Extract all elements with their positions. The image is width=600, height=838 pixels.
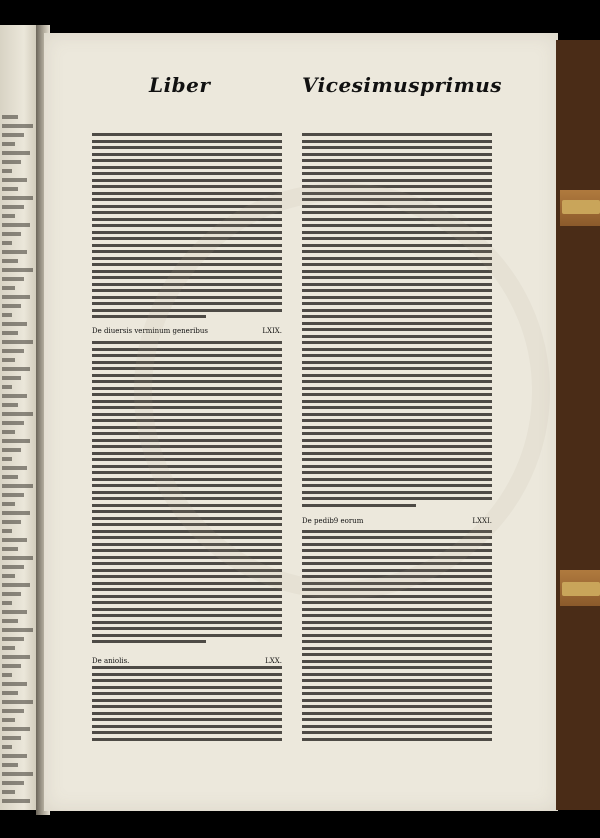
text-line <box>302 465 492 468</box>
left-page-text-fragment <box>2 286 15 290</box>
text-line <box>302 692 492 695</box>
text-line <box>302 517 492 520</box>
text-line <box>92 432 282 435</box>
text-line <box>302 257 492 260</box>
text-line <box>92 679 282 682</box>
text-line <box>302 406 492 409</box>
text-line <box>302 322 492 325</box>
text-line <box>302 166 492 169</box>
text-column-left <box>92 133 282 744</box>
left-page-text-fragment <box>2 385 12 389</box>
text-line <box>92 250 282 253</box>
text-line <box>92 400 282 403</box>
text-line <box>302 595 492 598</box>
text-line <box>92 393 282 396</box>
left-page-text-fragment <box>2 223 30 227</box>
text-line <box>92 543 282 546</box>
left-page-text-fragment <box>2 187 18 191</box>
left-page-text-fragment <box>2 511 30 515</box>
text-line <box>302 504 416 507</box>
left-page-text-fragment <box>2 484 33 488</box>
text-line <box>92 666 282 669</box>
text-line <box>92 146 282 149</box>
text-line <box>302 387 492 390</box>
left-page-text-fragment <box>2 736 21 740</box>
left-page-text-fragment <box>2 448 21 452</box>
text-line <box>92 530 282 533</box>
left-page-text-fragment <box>2 565 24 569</box>
left-page-text-fragment <box>2 430 15 434</box>
text-line <box>302 296 492 299</box>
left-page-text-fragment <box>2 250 27 254</box>
text-line <box>92 166 282 169</box>
text-line <box>92 478 282 481</box>
text-line <box>92 296 282 299</box>
text-line <box>92 471 282 474</box>
text-line <box>92 439 282 442</box>
text-line <box>302 588 492 591</box>
text-line <box>92 575 282 578</box>
text-line <box>92 653 282 656</box>
text-line <box>302 478 492 481</box>
text-line <box>92 491 282 494</box>
text-line <box>92 322 282 325</box>
text-line <box>92 445 282 448</box>
left-page-text-fragment <box>2 313 12 317</box>
left-page-text-fragment <box>2 601 12 605</box>
left-page-text-fragment <box>2 727 30 731</box>
text-line <box>302 419 492 422</box>
chapter-title: De pedib9 eorum <box>302 517 364 525</box>
text-line <box>92 283 282 286</box>
left-page-text-fragment <box>2 268 33 272</box>
text-line <box>92 387 282 390</box>
text-line <box>302 140 492 143</box>
text-line <box>302 231 492 234</box>
text-line <box>92 374 282 377</box>
text-line <box>302 666 492 669</box>
text-line <box>302 192 492 195</box>
text-line <box>92 348 282 351</box>
running-head-left: Liber <box>149 73 211 97</box>
left-page-text-fragment <box>2 124 33 128</box>
text-line <box>92 725 282 728</box>
text-line <box>92 640 206 643</box>
text-line <box>92 647 282 650</box>
text-line <box>92 237 282 240</box>
left-page-text-fragment <box>2 790 15 794</box>
left-page-text-fragment <box>2 637 24 641</box>
text-line <box>92 192 282 195</box>
text-line <box>92 692 282 695</box>
clasp-top <box>562 200 600 214</box>
text-line <box>302 400 492 403</box>
text-line <box>302 315 492 318</box>
text-line <box>302 705 492 708</box>
left-page-text-fragment <box>2 358 15 362</box>
left-page-text-fragment <box>2 214 15 218</box>
text-line <box>92 198 282 201</box>
text-line <box>302 159 492 162</box>
text-line <box>92 595 282 598</box>
left-page-text-fragment <box>2 700 33 704</box>
text-line <box>92 634 282 637</box>
left-page-text-fragment <box>2 763 18 767</box>
text-line <box>92 465 282 468</box>
left-page-text-fragment <box>2 718 15 722</box>
text-line <box>302 608 492 611</box>
text-line <box>92 510 282 513</box>
text-line <box>302 725 492 728</box>
text-line <box>302 458 492 461</box>
left-page-text-fragment <box>2 376 21 380</box>
left-page-text-fragment <box>2 493 24 497</box>
left-page-text-fragment <box>2 331 18 335</box>
text-line <box>92 380 282 383</box>
left-page-text-fragment <box>2 799 30 803</box>
text-line <box>92 185 282 188</box>
text-line <box>92 367 282 370</box>
text-line <box>302 335 492 338</box>
chapter-heading-1 <box>92 327 282 335</box>
left-page-text-fragment <box>2 466 27 470</box>
text-line <box>92 231 282 234</box>
left-page-text-fragment <box>2 673 12 677</box>
text-line <box>92 484 282 487</box>
left-page-text-fragment <box>2 277 24 281</box>
text-line <box>302 523 492 526</box>
left-page-text-fragment <box>2 160 21 164</box>
text-line <box>302 146 492 149</box>
text-line <box>302 309 492 312</box>
left-page-text-fragment <box>2 205 24 209</box>
text-line <box>92 614 282 617</box>
text-line <box>92 133 282 136</box>
text-line <box>302 731 492 734</box>
text-line <box>92 504 282 507</box>
left-page-text-fragment <box>2 628 33 632</box>
left-page-text-fragment <box>2 538 27 542</box>
text-line <box>92 517 282 520</box>
text-line <box>92 315 206 318</box>
text-line <box>92 341 282 344</box>
left-page-text-fragment <box>2 475 18 479</box>
left-page-text-fragment <box>2 529 12 533</box>
text-line <box>92 426 282 429</box>
text-line <box>302 627 492 630</box>
text-line <box>302 341 492 344</box>
text-line <box>302 380 492 383</box>
left-page-text-fragment <box>2 412 33 416</box>
text-line <box>302 640 492 643</box>
left-page-text-fragment <box>2 646 15 650</box>
text-line <box>302 283 492 286</box>
left-page-text-fragment <box>2 520 21 524</box>
text-line <box>302 250 492 253</box>
text-line <box>92 354 282 357</box>
left-page-text-fragment <box>2 772 33 776</box>
text-line <box>92 588 282 591</box>
text-line <box>302 218 492 221</box>
chapter-number: LXIX. <box>262 327 282 335</box>
left-page-text-fragment <box>2 133 24 137</box>
text-line <box>302 452 492 455</box>
text-line <box>302 497 492 500</box>
left-page-text-fragment <box>2 115 18 119</box>
text-line <box>92 140 282 143</box>
text-line <box>92 211 282 214</box>
text-line <box>92 413 282 416</box>
text-line <box>302 413 492 416</box>
text-line <box>302 582 492 585</box>
text-line <box>92 179 282 182</box>
chapter-title: De diuersis verminum generibus <box>92 327 208 335</box>
text-line <box>92 458 282 461</box>
text-line <box>92 263 282 266</box>
text-line <box>302 543 492 546</box>
text-line <box>92 276 282 279</box>
text-line <box>302 471 492 474</box>
text-line <box>302 621 492 624</box>
text-line <box>302 172 492 175</box>
text-line <box>92 601 282 604</box>
left-page-text-fragment <box>2 367 30 371</box>
text-line <box>302 647 492 650</box>
left-page-text-fragment <box>2 340 33 344</box>
text-line <box>302 276 492 279</box>
left-page-text-fragment <box>2 691 18 695</box>
text-line <box>302 439 492 442</box>
text-line <box>302 653 492 656</box>
running-head-right: Vicesimusprimus <box>302 73 503 97</box>
text-line <box>92 302 282 305</box>
text-line <box>302 556 492 559</box>
left-page-text-fragment <box>2 232 21 236</box>
left-page-text-fragment <box>2 583 30 587</box>
left-page-text-fragment <box>2 241 12 245</box>
text-line <box>92 686 282 689</box>
left-page-text-fragment <box>2 547 18 551</box>
text-line <box>92 627 282 630</box>
text-line <box>92 153 282 156</box>
text-line <box>302 536 492 539</box>
chapter-heading-3 <box>302 517 492 525</box>
left-page-text-fragment <box>2 610 27 614</box>
text-line <box>92 270 282 273</box>
left-page-text-fragment <box>2 295 30 299</box>
text-line <box>92 172 282 175</box>
text-line <box>92 452 282 455</box>
text-line <box>92 205 282 208</box>
chapter-heading-2 <box>92 657 282 665</box>
left-page-text-fragment <box>2 322 27 326</box>
chapter-number: LXX. <box>265 657 282 665</box>
text-line <box>92 361 282 364</box>
text-line <box>302 738 492 741</box>
clasp-bottom <box>562 582 600 596</box>
text-line <box>92 569 282 572</box>
text-line <box>302 289 492 292</box>
left-page-text-fragment <box>2 142 15 146</box>
book-page <box>44 33 558 811</box>
text-line <box>302 179 492 182</box>
text-line <box>302 198 492 201</box>
left-page-text-fragment <box>2 457 12 461</box>
left-page-text-fragment <box>2 709 24 713</box>
text-line <box>302 660 492 663</box>
text-line <box>302 634 492 637</box>
text-line <box>302 153 492 156</box>
text-line <box>92 705 282 708</box>
text-line <box>302 562 492 565</box>
text-line <box>92 289 282 292</box>
text-line <box>92 549 282 552</box>
text-line <box>302 614 492 617</box>
left-page-text-fragment <box>2 619 18 623</box>
text-line <box>302 133 492 136</box>
text-line <box>92 497 282 500</box>
text-line <box>92 718 282 721</box>
text-line <box>302 549 492 552</box>
text-line <box>92 536 282 539</box>
text-line <box>302 426 492 429</box>
chapter-title: De aniolis. <box>92 657 130 665</box>
text-line <box>92 224 282 227</box>
text-line <box>92 562 282 565</box>
text-line <box>302 348 492 351</box>
text-line <box>92 582 282 585</box>
text-line <box>302 712 492 715</box>
text-line <box>302 211 492 214</box>
left-page-text-fragment <box>2 169 12 173</box>
text-line <box>302 205 492 208</box>
left-page-edge <box>0 25 40 810</box>
text-line <box>302 432 492 435</box>
text-line <box>302 679 492 682</box>
text-line <box>92 257 282 260</box>
left-page-text-fragment <box>2 781 24 785</box>
text-line <box>92 523 282 526</box>
text-line <box>302 374 492 377</box>
left-page-text-fragment <box>2 664 21 668</box>
left-page-text-fragment <box>2 556 33 560</box>
text-line <box>302 224 492 227</box>
text-line <box>92 159 282 162</box>
left-page-text-fragment <box>2 178 27 182</box>
text-line <box>302 575 492 578</box>
text-line <box>302 185 492 188</box>
text-line <box>92 556 282 559</box>
left-page-text-fragment <box>2 196 33 200</box>
text-line <box>302 244 492 247</box>
text-line <box>92 419 282 422</box>
left-page-text-fragment <box>2 403 18 407</box>
text-line <box>92 406 282 409</box>
text-line <box>92 244 282 247</box>
left-page-text-fragment <box>2 655 30 659</box>
text-line <box>92 738 282 741</box>
text-line <box>302 601 492 604</box>
left-page-text-fragment <box>2 502 15 506</box>
book-cover-edge <box>556 40 600 810</box>
text-line <box>92 731 282 734</box>
text-line <box>302 354 492 357</box>
text-line <box>302 718 492 721</box>
left-page-text-fragment <box>2 682 27 686</box>
left-page-text-fragment <box>2 259 18 263</box>
chapter-number: LXXI. <box>472 517 492 525</box>
text-line <box>302 484 492 487</box>
left-page-text-fragment <box>2 745 12 749</box>
text-line <box>302 491 492 494</box>
text-line <box>302 263 492 266</box>
text-line <box>302 367 492 370</box>
text-line <box>92 218 282 221</box>
text-line <box>302 686 492 689</box>
left-page-text-fragment <box>2 151 30 155</box>
text-line <box>92 712 282 715</box>
text-line <box>302 302 492 305</box>
text-line <box>92 673 282 676</box>
text-line <box>92 699 282 702</box>
left-page-text-fragment <box>2 421 24 425</box>
text-column-right <box>302 133 492 744</box>
text-line <box>92 309 282 312</box>
left-page-text-fragment <box>2 349 24 353</box>
text-line <box>302 361 492 364</box>
text-line <box>302 270 492 273</box>
text-line <box>302 569 492 572</box>
text-line <box>92 608 282 611</box>
text-line <box>302 328 492 331</box>
text-line <box>302 673 492 676</box>
text-line <box>302 530 492 533</box>
left-page-text-fragment <box>2 754 27 758</box>
text-line <box>302 510 492 513</box>
left-page-text-fragment <box>2 304 21 308</box>
text-line <box>302 699 492 702</box>
left-page-text-fragment <box>2 574 15 578</box>
text-line <box>302 237 492 240</box>
left-page-text-fragment <box>2 394 27 398</box>
text-line <box>302 393 492 396</box>
text-line <box>92 621 282 624</box>
left-page-text-fragment <box>2 592 21 596</box>
text-line <box>302 445 492 448</box>
left-page-text-fragment <box>2 439 30 443</box>
